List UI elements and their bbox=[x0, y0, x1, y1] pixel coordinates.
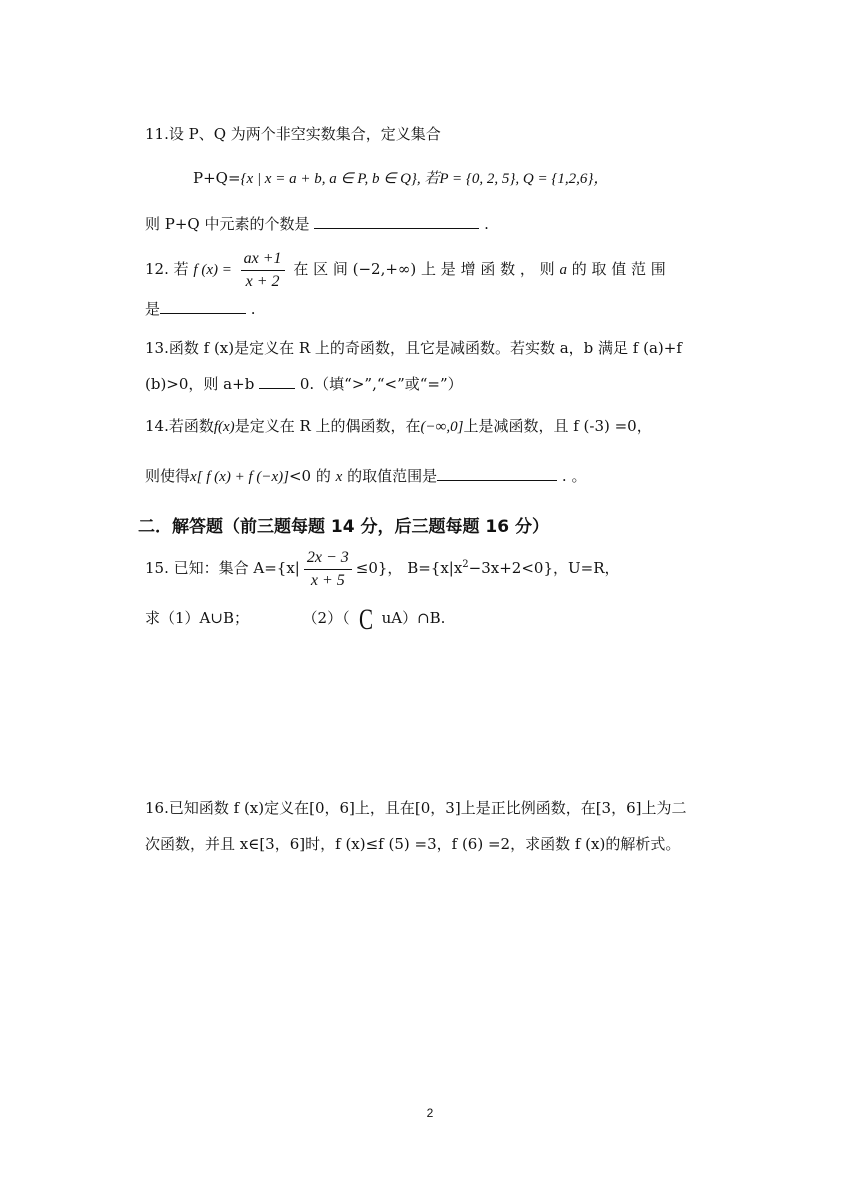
q14-line1 bbox=[145, 416, 652, 437]
q14-text-2e: 的取值范围是 bbox=[347, 467, 438, 485]
q14-interval: (−∞,0] bbox=[420, 419, 464, 435]
q12-interval-text: 在 区 间 (−2,+∞) 上 是 增 函 数 ， 则 bbox=[293, 260, 555, 278]
q15-set-b-end: −3x+2<0}，U=R， bbox=[468, 559, 620, 577]
q12-answer-blank[interactable] bbox=[160, 299, 246, 314]
q15-line1 bbox=[145, 540, 620, 590]
q15-part1: 求（1）A∪B； bbox=[145, 609, 249, 627]
q12-numerator: ax +1 bbox=[241, 250, 285, 271]
q15-denominator: x + 5 bbox=[310, 571, 345, 589]
q14-expression: x[ f (x) + f (−x)] bbox=[190, 469, 289, 485]
q14-text-2a: 则使得 bbox=[145, 467, 191, 485]
q11-answer-blank[interactable] bbox=[314, 214, 479, 229]
q11-period: . bbox=[484, 215, 489, 233]
q11-line1: 11.设 P、Q 为两个非空实数集合，定义集合 bbox=[145, 125, 441, 143]
q15-fraction bbox=[304, 549, 352, 590]
q16-line2: 次函数，并且 x∈[3，6]时，f (x)≤f (5) =3，f (6) =2，求函数 f (x)的解析式。 bbox=[145, 835, 681, 853]
q11-set-definition: {x | x = a + b, a ∈ P, b ∈ Q}, 若P = {0, 2, 5}, Q = {1,2,6}， bbox=[240, 171, 609, 187]
q12-fraction bbox=[241, 250, 285, 291]
q11-line3 bbox=[145, 214, 489, 234]
q13-answer-blank[interactable] bbox=[259, 374, 295, 389]
q12-period: . bbox=[250, 300, 256, 318]
q11-question-text: 则 P+Q 中元素的个数是 bbox=[145, 215, 310, 233]
q12-prefix: 12. 若 bbox=[145, 260, 189, 278]
q15-set-a-end: ≤0}， B={x|x bbox=[355, 559, 463, 577]
q14-text-a: 14.若函数 bbox=[145, 417, 214, 435]
q15-line2 bbox=[145, 603, 446, 636]
q11-p-plus-q: P+Q= bbox=[193, 169, 241, 187]
q15-part2-rest: uA）∩B. bbox=[381, 609, 446, 627]
complement-symbol: C bbox=[358, 603, 373, 636]
q14-text-c: 是定义在 R 上的偶函数，在 bbox=[234, 417, 421, 435]
q12-variable: a bbox=[559, 262, 567, 278]
section-heading: 二．解答题（前三题每题 14 分，后三题每题 16 分） bbox=[138, 517, 549, 537]
q14-answer-blank[interactable] bbox=[437, 466, 557, 481]
q13-line2 bbox=[145, 374, 463, 394]
q12-function: f (x) = bbox=[193, 262, 232, 278]
q13-line1: 13.函数 f (x)是定义在 R 上的奇函数，且它是减函数。若实数 a，b 满足 f (a)+f bbox=[145, 339, 682, 357]
q15-numerator: 2x − 3 bbox=[304, 549, 352, 570]
q16-line1: 16.已知函数 f (x)定义在[0，6]上，且在[0，3]上是正比例函数，在[3，6]上为二 bbox=[145, 799, 687, 817]
page-number: 2 bbox=[426, 1106, 434, 1120]
q15-part2-open: （2）（ bbox=[302, 609, 350, 627]
q15-superscript: 2 bbox=[462, 559, 469, 570]
q12-line2-text: 是 bbox=[145, 300, 161, 318]
q14-text-2c: <0 的 bbox=[288, 467, 331, 485]
q12-denominator: x + 2 bbox=[245, 272, 280, 290]
q13-text-a: (b)>0，则 a+b bbox=[145, 375, 255, 393]
q12-line1 bbox=[145, 244, 666, 294]
q14-text-e: 上是减函数，且 f (-3) =0， bbox=[463, 417, 652, 435]
q14-variable: x bbox=[335, 469, 343, 485]
q12-line2 bbox=[145, 299, 256, 319]
q14-period: . 。 bbox=[561, 467, 587, 485]
q15-prefix: 15. 已知：集合 A={x| bbox=[145, 559, 300, 577]
q14-line2 bbox=[145, 466, 586, 487]
q12-suffix: 的 取 值 范 围 bbox=[571, 260, 666, 278]
q13-text-b: 0.（填“>”,“<”或“=”） bbox=[299, 375, 463, 393]
q14-function: f(x) bbox=[213, 419, 235, 435]
q11-line2 bbox=[193, 168, 608, 189]
